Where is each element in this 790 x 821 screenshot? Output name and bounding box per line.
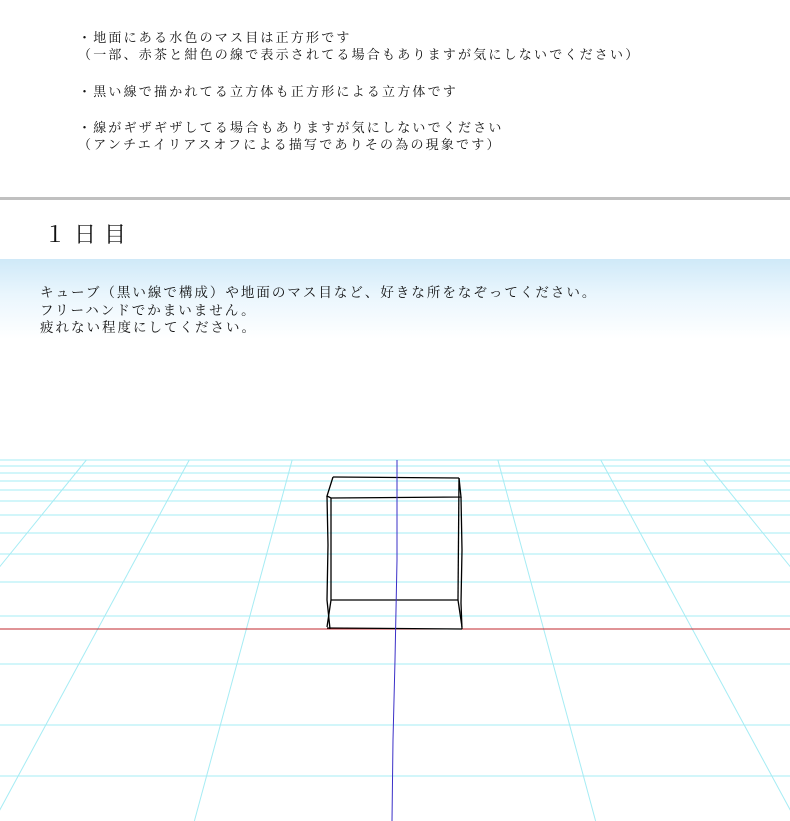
instructions-text: [40, 285, 597, 338]
note-1-line-1: ・地面にある水色のマス目は正方形です: [78, 31, 352, 46]
cube-wireframe[interactable]: [327, 477, 462, 629]
instruction-line-3: 疲れない程度にしてください。: [40, 320, 257, 336]
note-3-line-2: （アンチエイリアスオフによる描写でありその為の現象です）: [78, 138, 502, 153]
drawing-canvas[interactable]: [0, 440, 790, 821]
grid-converging-line: [0, 460, 86, 821]
instruction-line-2: フリーハンドでかまいません。: [40, 302, 257, 319]
note-2-line-1: ・黒い線で描かれてる立方体も正方形による立方体です: [78, 85, 459, 100]
instruction-line-1: キューブ（黒い線で構成）や地面のマス目など、好きな所をなぞってください。: [40, 285, 598, 301]
note-3-line-1: ・線がギザギザしてる場合もありますが気にしないでください: [78, 121, 504, 136]
grid-converging-line: [601, 460, 790, 821]
cube-back-top-edge[interactable]: [333, 477, 459, 478]
grid-converging-line: [498, 460, 596, 821]
grid-converging-line: [0, 460, 189, 821]
grid-converging-line: [704, 460, 790, 821]
cube-right-front-edge[interactable]: [461, 497, 462, 629]
note-2: [78, 84, 458, 101]
section-divider: [0, 197, 790, 200]
grid-converging-line: [194, 460, 292, 821]
note-3: [78, 120, 504, 154]
note-1-line-2: （一部、赤茶と紺色の線で表示されてる場合もありますが気にしないでください）: [78, 48, 641, 63]
instructions-panel: [0, 259, 790, 339]
day-title: １日目: [44, 223, 135, 248]
cube-front-top-edge[interactable]: [327, 477, 461, 498]
note-1: [78, 30, 640, 64]
vertical-axis-line: [392, 460, 397, 821]
